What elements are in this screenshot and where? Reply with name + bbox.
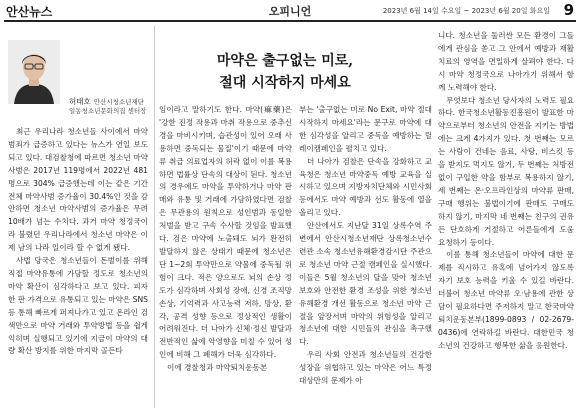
paragraph: 이를 통해 청소년들이 마약에 대한 문제를 직시하고 유혹에 넘어가지 않도록 자기 보호 능력을 키울 수 있길 바란다. 더불어 청소년 마약류 오·남용에 관한 상담이 필요하다면 주저하지 말고 한국마약퇴치운동본부(1899-0893 / 02-2679-0436)에 연락하길 바란다. 대한민국 청소년의 건강하고 행복한 삶을 응원한다. — [438, 250, 574, 350]
section-title: 오피니언 — [268, 5, 312, 18]
author-portrait-icon — [8, 40, 60, 104]
headline-line-1: 마약은 출구없는 미로, — [216, 53, 354, 69]
header-rule — [4, 20, 576, 22]
paragraph: 이에 경찰청과 마약퇴치운동본 — [167, 363, 268, 373]
paragraph: 더 나아가 검찰은 단속을 강화하고 교육청은 청소년 마약중독 예방 교육을 실시하고 있으며 지방자치단체와 시민사회 등에서도 마약 예방과 선도 활동에 열을 올리고 있다. — [299, 156, 432, 218]
page-number: 9 — [563, 1, 574, 19]
article-column-2 — [159, 104, 292, 375]
article-column-3 — [299, 104, 432, 388]
author-role: 일동청소년문화의집 센터장 — [69, 107, 147, 115]
issue-dateline: 2023년 6월 14일 수요일 ~ 2023년 6월 20일 화요일 — [382, 7, 550, 15]
author-affiliation: 안산시청소년재단 — [93, 98, 144, 106]
author-photo — [8, 40, 60, 104]
paragraph: 니다. 청소년을 둘러싼 모든 환경이 그들에게 관심을 쏟고 그 안에서 예방과 재활 치료의 영역을 면밀하게 살펴야 한다. 다시 마약 청정국으로 나아가기 위해서 함께 노력해야 한다. — [438, 31, 574, 92]
paragraph: 무엇보다 청소년 당사자의 노력도 필요하다. 한국청소년활동진흥원이 발표한 마약으로부터 청소년의 안전을 지키는 방법에는 크게 4가지가 있다. 첫 번째는 모르는 사람이 건네는 음료, 사탕, 비스킷 등을 받지도 먹지도 않기, 두 번째는 처방전 없이 구입한 약을 함부로 복용하지 않기, 세 번째는 온·오프라인상의 마약류 판매, 구매 행위는 불법이기에 판매도 구매도 하지 않기, 마지막 네 번째는 친구의 권유든 단호하게 거절하고 어른들에게 도움 요청하기 등이다. — [438, 95, 574, 247]
paragraph: 부는 '출구없는 미로 No Exit, 마약 절대 시작하지 마세요'라는 문구로 마약에 대한 심각성을 알리고 중독을 예방하는 릴레이캠페인을 펼치고 있다. — [299, 105, 432, 153]
paragraph: 안산에서도 지난달 31일 상록수역 주변에서 안산시청소년재단 상록청소년수련관 소속 청소년유해환경감시단 주관으로 청소년 마약 근절 캠페인을 실시했다. 이들은 5월 청소년의 달을 맞아 청소년 보호와 안전한 환경 조성을 위한 청소년 유해환경 개선 활동으로 청소년 마약 근절을 앞장서며 마약의 위험성을 알리고 청소년에 대한 시민들의 관심을 촉구했다. — [299, 221, 432, 347]
newspaper-logo: 안산뉴스 — [6, 5, 53, 19]
headline-line-2: 절대 시작하지 마세요 — [219, 75, 351, 91]
paragraph: 우리 사회 안전과 청소년들의 건강한 성장을 위협하고 있는 마약은 어느 특정 대상만의 문제가 아 — [299, 350, 432, 386]
article-column-4 — [438, 30, 574, 353]
paragraph: 사법 당국은 청소년들이 돈벌이를 위해 직접 마약유통에 가담할 정도로 청소년의 마약 확산이 심각하다고 보고 있다. 피자 한 판 가격으로 유통되고 있는 마약은 SNS 등 통해 빠르게 퍼져나가고 있고 온라인 검색만으로 마약 거래와 투약방법 등을 쉽게 익히며 실행되고 있기에 지금이 마약의 대량 확산 방지를 위한 마지막 골든타 — [8, 256, 148, 356]
paragraph: 임이라고 말하기도 한다. 마약(痲藥)은 '강한 진정 작용과 마취 작용으로 중추신경을 마비시키며, 습관성이 있어 오래 사용하면 중독되는 물질'이기 때문에 마약류 취급 의료업자의 허락 없이 이를 복용하면 법률상 단속의 대상이 된다. 청소년의 경우에도 마약을 투약하거나 마약 판매와 유통 및 거래에 가담하였다면 검찰은 무관용의 원칙으로 성인범과 동일한 처벌을 받고 구속 수사할 것임을 발표했다. 검은 마약에 노출돼도 뇌가 완전히 발달하지 않은 상태기 때문에 청소년은 단 1~2회 투약만으로 약물에 중독될 위험이 크다. 적은 양으로도 뇌의 손상 정도가 심각하며 사회성 장애, 신경 조직망 손상, 기억력과 사고능력 저하, 망상, 환각, 공격 성향 등으로 정상적인 생활이 어려워진다. 더 나아가 신체·정신 발달과 전반적인 삶에 악영향을 미칠 수 있어 성인에 비해 그 폐해가 더욱 심각하다. — [159, 105, 292, 360]
author-name: 허태호 — [69, 97, 91, 106]
article-column-1 — [8, 126, 148, 358]
paragraph: 최근 우리나라 청소년들 사이에서 마약 범죄가 급증하고 있다는 뉴스가 연일 보도되고 있다. 대검찰청에 따르면 청소년 마약사범은 2017년 119명에서 2022년 481명으로 304% 급증했는데 이는 같은 기간 전체 마약사범 증가율이 30.4%인 것을 감안하면 청소년 마약사범의 증가율은 무려 10배가 넘는 수치다. 과거 마약 청정국이라 불렸던 우리나라에서 청소년 마약은 이제 남의 나라 일이라 할 수 없게 됐다. — [8, 127, 148, 253]
page-header — [0, 0, 580, 20]
